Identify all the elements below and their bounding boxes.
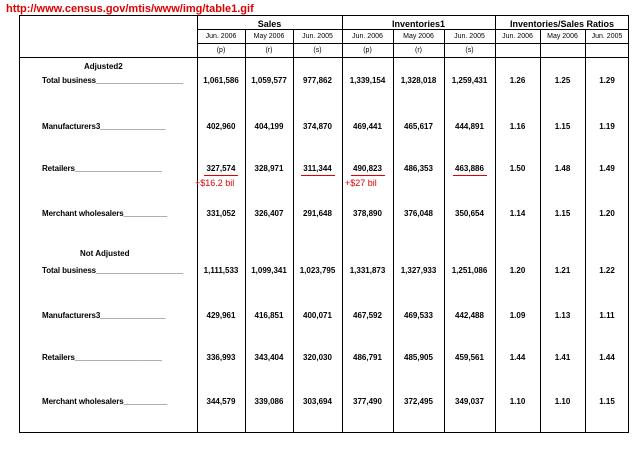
table-cell: 1,251,086 [451, 266, 488, 275]
highlight-underline [301, 175, 335, 176]
source-url: http://www.census.gov/mtis/www/img/table1.gif [6, 3, 254, 15]
table-cell: 327,574 [206, 164, 236, 173]
group-header-sales: Sales [257, 19, 282, 29]
table-cell: 977,862 [303, 76, 332, 85]
group-header-ratios: Inventories/Sales Ratios [509, 19, 615, 29]
table-cell: 320,030 [303, 353, 332, 362]
column-header-date: May 2006 [403, 33, 434, 40]
column-rule [444, 29, 445, 433]
table-cell: 1.21 [554, 266, 571, 275]
row-label: Total business____________________ [42, 76, 184, 85]
table-cell: 1.44 [599, 353, 615, 362]
table-cell: 291,648 [303, 209, 332, 218]
table-cell: 1.25 [554, 76, 571, 85]
section-title-not-adjusted: Not Adjusted [80, 249, 130, 258]
table-cell: 486,791 [353, 353, 382, 362]
table-cell: 303,694 [303, 397, 332, 406]
table-cell: 311,344 [303, 164, 332, 173]
column-rule [293, 29, 294, 433]
table-cell: 1.09 [509, 311, 526, 320]
row-label: Manufacturers3_______________ [42, 311, 166, 320]
row-label: Retailers____________________ [42, 164, 162, 173]
column-rule [585, 29, 586, 433]
table-cell: 1.20 [599, 209, 615, 218]
table-cell: 326,407 [254, 209, 284, 218]
highlight-underline [204, 175, 238, 176]
table-cell: 339,086 [254, 397, 284, 406]
table-cell: 1.11 [599, 311, 615, 320]
table-cell: 343,404 [254, 353, 284, 362]
column-header-status: (p) [216, 47, 226, 54]
column-header-date: Jun. 2006 [502, 33, 533, 40]
table-cell: 1,061,586 [203, 76, 239, 85]
table-cell: 1,331,873 [349, 266, 386, 275]
table-cell: 1.44 [509, 353, 526, 362]
table-cell: 416,851 [254, 311, 284, 320]
header-rule [197, 43, 629, 44]
table-cell: 400,071 [303, 311, 332, 320]
table-cell: 463,886 [455, 164, 484, 173]
header-rule [197, 29, 629, 30]
column-header-date: Jun. 2005 [591, 33, 623, 40]
table-cell: 1.49 [599, 164, 615, 173]
table-cell: 1.15 [599, 397, 615, 406]
column-header-date: Jun. 2005 [454, 33, 485, 40]
table-cell: 1.26 [509, 76, 526, 85]
group-header-inventories: Inventories1 [391, 19, 446, 29]
table-cell: 1.20 [509, 266, 526, 275]
row-label: Manufacturers3_______________ [42, 122, 166, 131]
column-rule [245, 29, 246, 433]
table-cell: 1,099,341 [251, 266, 287, 275]
table-cell: 459,561 [455, 353, 484, 362]
row-label: Retailers____________________ [42, 353, 162, 362]
table-cell: 331,052 [206, 209, 236, 218]
table-cell: 1,328,018 [400, 76, 437, 85]
table-cell: 469,533 [404, 311, 433, 320]
table-cell: 429,961 [206, 311, 236, 320]
table-cell: 1,023,795 [299, 266, 336, 275]
column-header-status: (r) [415, 47, 422, 54]
table-cell: 485,905 [404, 353, 433, 362]
table-cell: 1.41 [554, 353, 571, 362]
column-rule [540, 29, 541, 433]
table-cell: 374,870 [303, 122, 332, 131]
table-cell: 378,890 [353, 209, 382, 218]
table-cell: 372,495 [404, 397, 433, 406]
column-header-date: Jun. 2005 [302, 33, 333, 40]
table-cell: 1.29 [599, 76, 615, 85]
row-label: Merchant wholesalers__________ [42, 209, 168, 218]
column-header-status: (p) [363, 47, 372, 54]
table-cell: 402,960 [206, 122, 236, 131]
table-cell: 442,488 [455, 311, 484, 320]
table-cell: 336,993 [206, 353, 236, 362]
table-cell: 1.19 [599, 122, 615, 131]
row-label: Merchant wholesalers__________ [42, 397, 168, 406]
column-header-date: Jun. 2006 [352, 33, 383, 40]
column-header-date: May 2006 [547, 33, 578, 40]
table-cell: 404,199 [254, 122, 284, 131]
table-cell: 1,339,154 [349, 76, 386, 85]
table-cell: 1,327,933 [400, 266, 437, 275]
column-header-status: (r) [265, 47, 273, 54]
column-header-status: (s) [465, 47, 474, 54]
section-title-adjusted: Adjusted2 [84, 62, 123, 71]
row-label: Total business____________________ [42, 266, 184, 275]
table-cell: 467,592 [353, 311, 382, 320]
table-cell: 1.10 [554, 397, 571, 406]
table-cell: 344,579 [206, 397, 236, 406]
table-cell: 490,823 [353, 164, 382, 173]
table-cell: 350,654 [455, 209, 484, 218]
table-cell: 1.10 [509, 397, 526, 406]
annotation-sales-change: +$16.2 bil [195, 178, 235, 188]
table-cell: 376,048 [404, 209, 433, 218]
table-cell: 465,617 [404, 122, 433, 131]
column-header-date: Jun. 2006 [205, 33, 237, 40]
highlight-underline [351, 175, 385, 176]
column-header-date: May 2006 [253, 33, 285, 40]
table-cell: 1.50 [509, 164, 526, 173]
highlight-underline [453, 175, 487, 176]
table-cell: 1.15 [554, 209, 571, 218]
table-cell: 1.22 [599, 266, 615, 275]
table-cell: 1.16 [509, 122, 526, 131]
table-cell: 1.15 [554, 122, 571, 131]
table-cell: 377,490 [353, 397, 382, 406]
table-cell: 349,037 [455, 397, 484, 406]
table-cell: 444,891 [455, 122, 484, 131]
table-cell: 1.48 [554, 164, 571, 173]
table-cell: 1,059,577 [251, 76, 287, 85]
table-cell: 1,259,431 [451, 76, 488, 85]
header-rule [19, 57, 629, 58]
column-rule [393, 29, 394, 433]
table-cell: 1.14 [509, 209, 526, 218]
table-cell: 1,111,533 [203, 266, 239, 275]
annotation-inventories-change: +$27 bil [345, 178, 377, 188]
table-cell: 1.13 [554, 311, 571, 320]
table-cell: 328,971 [254, 164, 284, 173]
table-cell: 469,441 [353, 122, 382, 131]
table-cell: 486,353 [404, 164, 433, 173]
column-header-status: (s) [313, 47, 322, 54]
